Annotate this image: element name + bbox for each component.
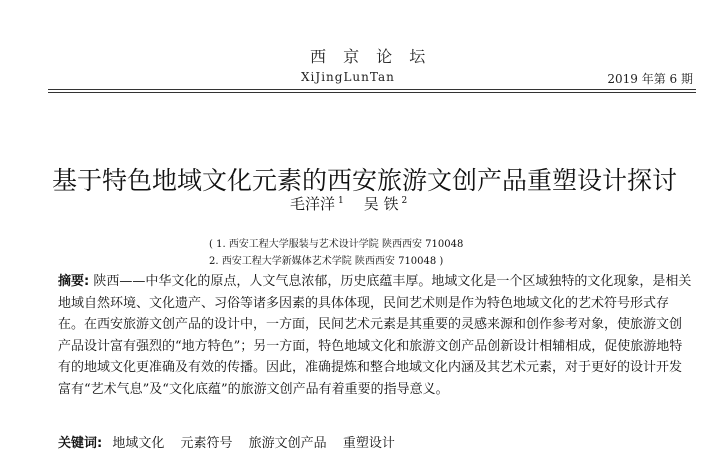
- header-rule-top: [48, 89, 696, 90]
- journal-name-en: XiJingLunTan: [301, 70, 395, 84]
- abstract-text: 陕西——中华文化的原点，人文气息浓郁，历史底蕴丰厚。地域文化是一个区域独特的文化现象，是相关地域自然环境、文化遗产、习俗等诸多因素的具体体现，民间艺术则是作为特色地域文化的艺术符号形式存在。在西安旅游文创产品的设计中，一方面，民间艺术元素是其重要的灵感来源和创作参考对象，使旅游文创产品设计富有强烈的“地方特色”；另一方面，特色地域文化和旅游文创产品创新设计相辅相成，促使旅游地特有的地域文化更准确及有效的传播。因此，准确提炼和整合地域文化内涵及其艺术元素，对于更好的设计开发富有“艺术气息”及“文化底蕴”的旅游文创产品有着重要的指导意义。: [58, 274, 692, 397]
- keyword: 旅游文创产品: [248, 436, 327, 451]
- issue-label: 2019 年第 6 期: [607, 72, 693, 86]
- author-name: 毛洋洋: [290, 195, 336, 213]
- keyword: 地域文化: [112, 436, 165, 451]
- author-name: 吴 铁: [363, 195, 399, 213]
- affiliation-line: 2. 西安工程大学新媒体艺术学院 陕西西安 710048 ): [209, 256, 444, 267]
- header-rule-bottom: [48, 92, 696, 93]
- keywords-label: 关键词:: [58, 436, 103, 451]
- paper-title: 基于特色地域文化元素的西安旅游文创产品重塑设计探讨: [52, 165, 678, 195]
- keywords-section: [58, 434, 407, 454]
- affiliation-line: ( 1. 西安工程大学服装与艺术设计学院 陕西西安 710048: [209, 239, 464, 250]
- abstract-label: 摘要:: [58, 274, 90, 289]
- author-affiliation-marker: 1: [338, 196, 344, 206]
- keyword: 元素符号: [180, 436, 233, 451]
- journal-name-cn: 西 京 论 坛: [310, 47, 432, 66]
- author-affiliation-marker: 2: [401, 196, 408, 206]
- authors-line: [290, 194, 427, 217]
- abstract-section: [58, 271, 692, 401]
- keyword: 重塑设计: [342, 436, 395, 451]
- affiliations-block: [209, 236, 463, 270]
- journal-header: [0, 0, 711, 92]
